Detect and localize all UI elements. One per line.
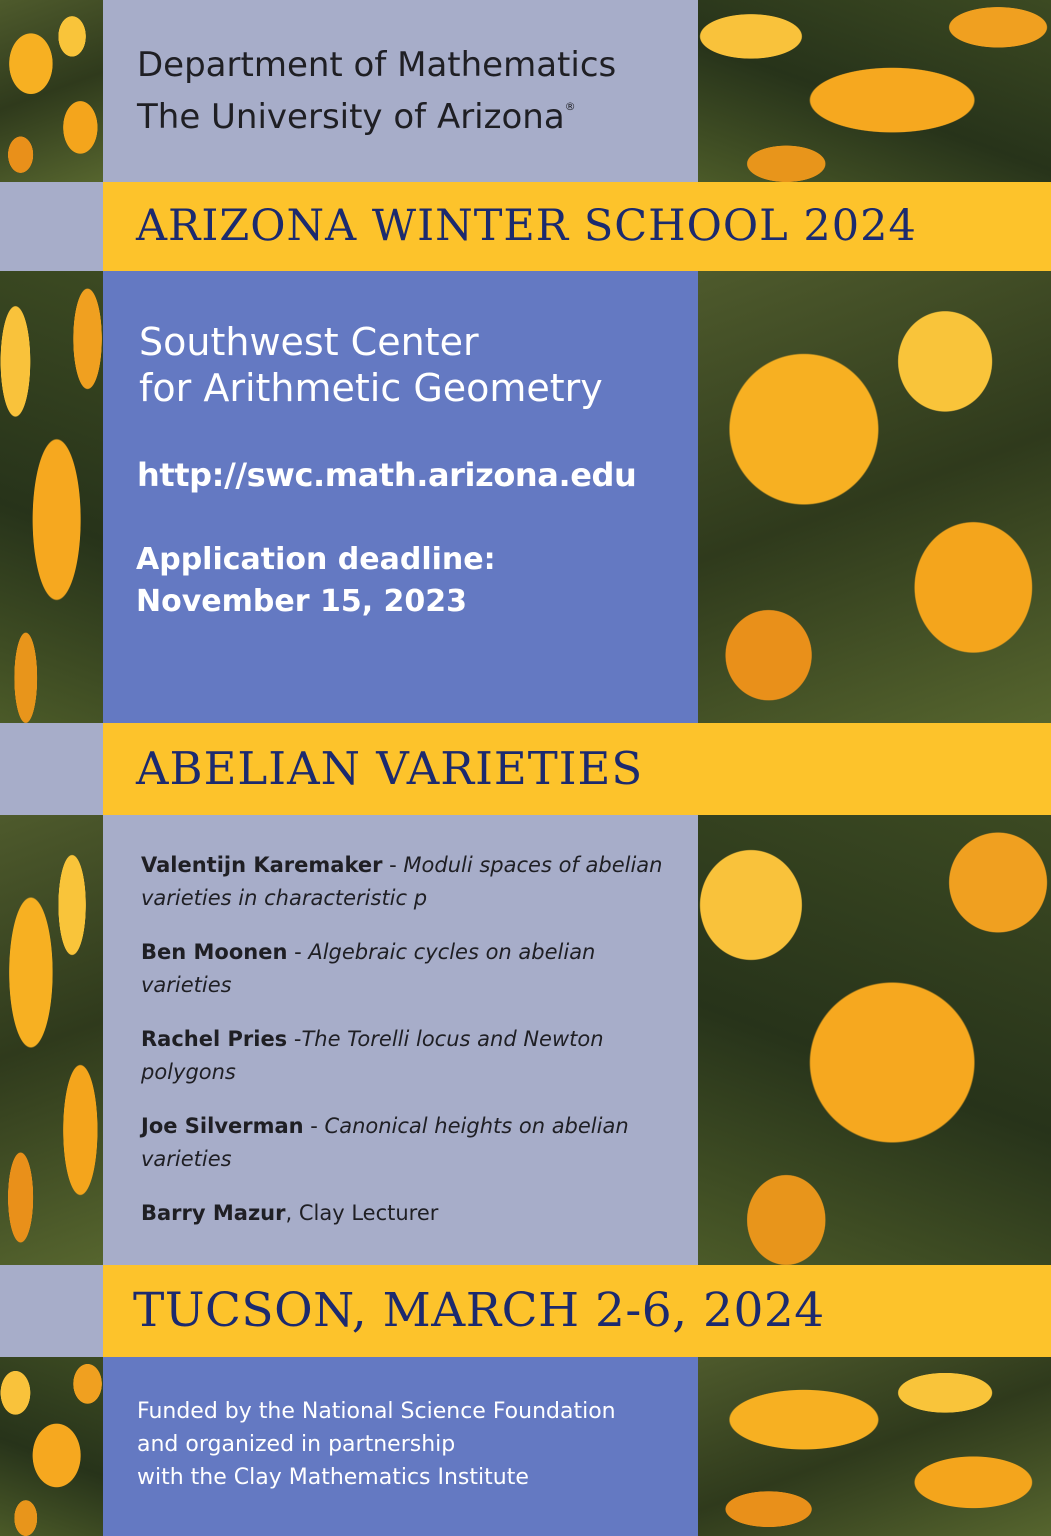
- speaker-topic: Algebraic cycles on abelian varieties: [141, 940, 596, 997]
- funding-line2: and organized in partnership: [137, 1432, 456, 1457]
- center-panel: [103, 271, 698, 723]
- funding-panel: [103, 1357, 698, 1536]
- university-name: The University of Arizona®: [137, 97, 576, 137]
- poppy-photo-right-lower: [698, 815, 1051, 1265]
- center-name-line2: for Arithmetic Geometry: [139, 366, 603, 410]
- funding-line1: Funded by the National Science Foundation: [137, 1399, 616, 1424]
- speaker-name: Rachel Pries: [141, 1027, 288, 1051]
- location-date-title: TUCSON, MARCH 2-6, 2024: [133, 1283, 825, 1338]
- speaker-name: Ben Moonen: [141, 940, 288, 964]
- speaker-topic: Canonical heights on abelian varieties: [141, 1114, 629, 1171]
- poppy-photo-right-mid: [698, 271, 1051, 723]
- band-left-accent: [0, 1265, 103, 1357]
- speaker-topic: Moduli spaces of abelian varieties in characteristic p: [141, 853, 663, 910]
- poppy-photo-left-mid: [0, 271, 103, 723]
- speaker-name: Barry Mazur: [141, 1201, 286, 1225]
- header-panel: [103, 0, 698, 182]
- poppy-photo-left-bottom: [0, 1357, 103, 1536]
- speaker-role: Clay Lecturer: [298, 1201, 439, 1225]
- poppy-photo-right-top: [698, 0, 1051, 182]
- school-title: ARIZONA WINTER SCHOOL 2024: [136, 201, 917, 251]
- speaker-item: Ben Moonen - Algebraic cycles on abelian varieties: [141, 940, 596, 997]
- band-left-accent: [0, 182, 103, 271]
- poppy-photo-right-bottom: [698, 1357, 1051, 1536]
- deadline-date: November 15, 2023: [136, 584, 468, 619]
- speaker-name: Joe Silverman: [141, 1114, 304, 1138]
- topic-title: ABELIAN VARIETIES: [136, 742, 644, 795]
- speaker-item: Rachel Pries -The Torelli locus and Newton polygons: [141, 1027, 604, 1084]
- speaker-item: Barry Mazur, Clay Lecturer: [141, 1201, 439, 1225]
- band-left-accent: [0, 723, 103, 815]
- poppy-photo-left-top: [0, 0, 103, 182]
- website-url[interactable]: http://swc.math.arizona.edu: [137, 456, 637, 494]
- speaker-name: Valentijn Karemaker: [141, 853, 383, 877]
- center-name-line1: Southwest Center: [139, 320, 479, 364]
- speaker-item: Joe Silverman - Canonical heights on abelian varieties: [141, 1114, 629, 1171]
- speaker-topic: The Torelli locus and Newton polygons: [141, 1027, 604, 1084]
- department-name: Department of Mathematics: [137, 45, 617, 85]
- speakers-panel: [103, 815, 698, 1265]
- poppy-photo-left-lower: [0, 815, 103, 1265]
- speaker-item: Valentijn Karemaker - Moduli spaces of abelian varieties in characteristic p: [141, 853, 663, 910]
- deadline-label: Application deadline:: [136, 542, 496, 577]
- funding-line3: with the Clay Mathematics Institute: [137, 1465, 529, 1490]
